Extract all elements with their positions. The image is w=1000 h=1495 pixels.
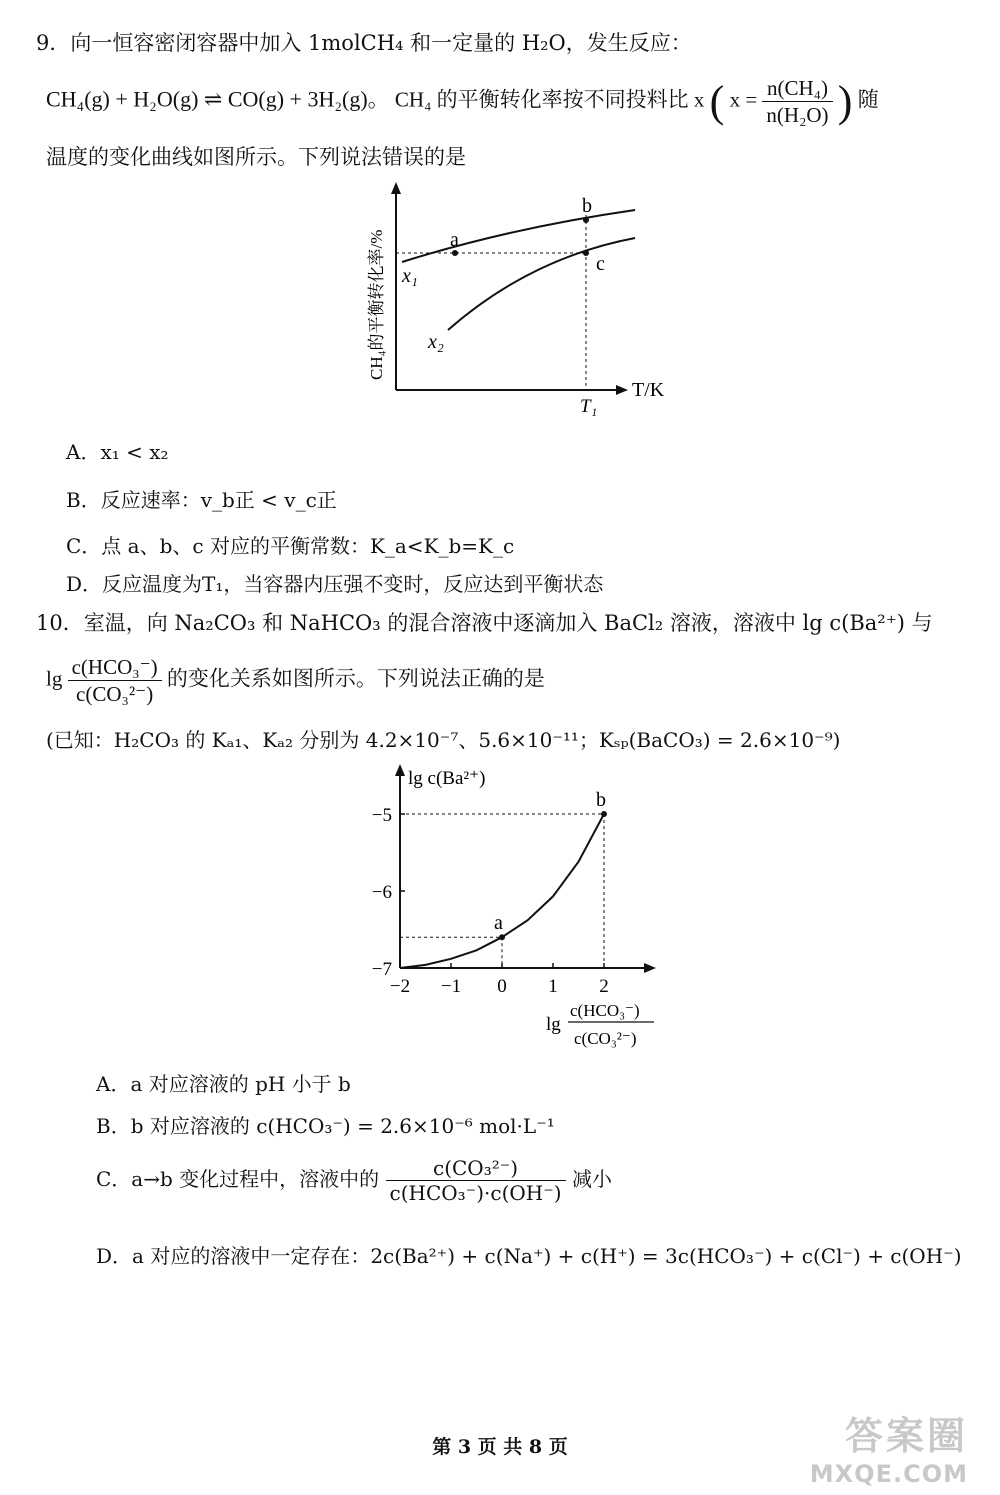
q9-option-a: A．x₁ < x₂: [66, 440, 169, 464]
q9-option-b: B．反应速率：v_b正 < v_c正: [66, 488, 337, 512]
q9-stem-line1: 9．向一恒容密闭容器中加入 1molCH₄ 和一定量的 H₂O，发生反应：: [36, 31, 692, 55]
chart1-label-b: b: [582, 195, 592, 217]
q9-x-eq: x =: [729, 87, 758, 112]
chart1-curve-x2: [448, 238, 635, 330]
q10-frac-num: c(HCO₃⁻): [68, 654, 162, 681]
chart1-x-arrow: [616, 385, 628, 395]
q10-line2-rest: 的变化关系如图所示。下列说法正确的是: [166, 666, 545, 691]
q10-option-a: A．a 对应溶液的 pH 小于 b: [96, 1072, 351, 1096]
chart2-label-b: b: [596, 789, 606, 811]
watermark-line2: MXQE.COM: [809, 1460, 968, 1488]
page-footer: 第 3 页 共 8 页: [432, 1436, 568, 1458]
q10-frac-den: c(CO₃²⁻): [76, 682, 154, 707]
q9-equation: CH₄(g) + H₂O(g) ⇌ CO(g) + 3H₂(g)。: [46, 86, 390, 112]
q9-frac-den: n(H₂O): [766, 103, 829, 127]
q9-stem-line2: [46, 74, 879, 129]
chart2-x-label-num: c(HCO₃⁻): [570, 1001, 640, 1020]
chart2-x-arrow: [644, 963, 656, 973]
q10-stem-line2: [46, 654, 545, 708]
chart2-x-tick-label: 0: [497, 976, 507, 997]
chart1-point-c: [583, 250, 589, 256]
q10-chart: [350, 760, 680, 1060]
q10-option-c-den: c(HCO₃⁻)·c(OH⁻): [389, 1181, 562, 1205]
q10-option-c-num: c(CO₃²⁻): [386, 1156, 566, 1181]
q9-rate-text: CH₄ 的平衡转化率按不同投料比 x: [394, 87, 705, 112]
chart1-x-label: T/K: [632, 379, 665, 401]
chart1-label-x1: x₁: [402, 265, 418, 287]
chart1-label-t1: T₁: [580, 396, 598, 417]
chart2-y-tick-label: −6: [371, 882, 392, 903]
chart2-y-arrow: [395, 764, 405, 776]
q10-known-constants: (已知：H₂CO₃ 的 Kₐ₁、Kₐ₂ 分别为 4.2×10⁻⁷、5.6×10⁻¹¹；Kₛₚ(BaCO₃) = 2.6×10⁻⁹): [46, 728, 841, 752]
watermark-line1: 答案圈: [844, 1414, 968, 1458]
q10-lg: lg: [46, 666, 63, 691]
chart2-x-tick-label: −1: [440, 976, 462, 997]
chart2-x-label-lg: lg: [546, 1014, 561, 1035]
chart2-x-tick-label: 2: [599, 976, 609, 997]
right-paren: ): [837, 77, 853, 126]
q9-option-c: C．点 a、b、c 对应的平衡常数：K_a<K_b=K_c: [66, 534, 515, 558]
q9-option-d: D．反应温度为T₁，当容器内压强不变时，反应达到平衡状态: [66, 572, 604, 596]
q9-stem-line3: 温度的变化曲线如图所示。下列说法错误的是: [46, 145, 466, 169]
watermark: [810, 1405, 968, 1488]
q10-option-c: [96, 1156, 612, 1205]
chart2-y-tick-label: −5: [371, 805, 392, 826]
chart2-x-label-den: c(CO₃²⁻): [574, 1029, 637, 1048]
q10-option-c-pre: C．a→b 变化过程中，溶液中的: [96, 1167, 380, 1191]
q9-frac-num: n(CH₄): [762, 75, 832, 102]
chart1-label-c: c: [596, 253, 605, 275]
q10-fraction: [68, 654, 162, 708]
q9-sui: 随: [857, 87, 879, 112]
q10-stem-line1: 10．室温，向 Na₂CO₃ 和 NaHCO₃ 的混合溶液中逐滴加入 BaCl₂ 溶液，溶液中 lg c(Ba²⁺) 与: [36, 611, 933, 635]
chart1-label-a: a: [450, 229, 459, 251]
chart1-label-x2: x₂: [428, 331, 444, 353]
chart2-x-tick-label: 1: [548, 976, 558, 997]
chart2-x-tick-label: −2: [389, 976, 411, 997]
q10-option-c-fraction: [386, 1156, 566, 1205]
chart1-point-b: [583, 217, 589, 223]
chart1-y-arrow: [391, 182, 401, 194]
q10-option-b: B．b 对应溶液的 c(HCO₃⁻) = 2.6×10⁻⁶ mol·L⁻¹: [96, 1114, 555, 1138]
chart1-y-label: CH₄的平衡转化率/%: [367, 229, 386, 380]
q9-ratio-fraction: [762, 75, 832, 129]
chart2-y-tick-label: −7: [371, 959, 392, 980]
chart2-label-a: a: [494, 912, 503, 935]
q10-option-c-post: 减小: [571, 1167, 612, 1191]
q9-chart: [360, 180, 690, 420]
q10-option-d: D．a 对应的溶液中一定存在：2c(Ba²⁺) + c(Na⁺) + c(H⁺) = 3c(HCO₃⁻) + c(Cl⁻) + c(OH⁻): [96, 1244, 962, 1268]
left-paren: (: [709, 77, 725, 126]
chart2-y-label: lg c(Ba²⁺): [408, 768, 486, 789]
